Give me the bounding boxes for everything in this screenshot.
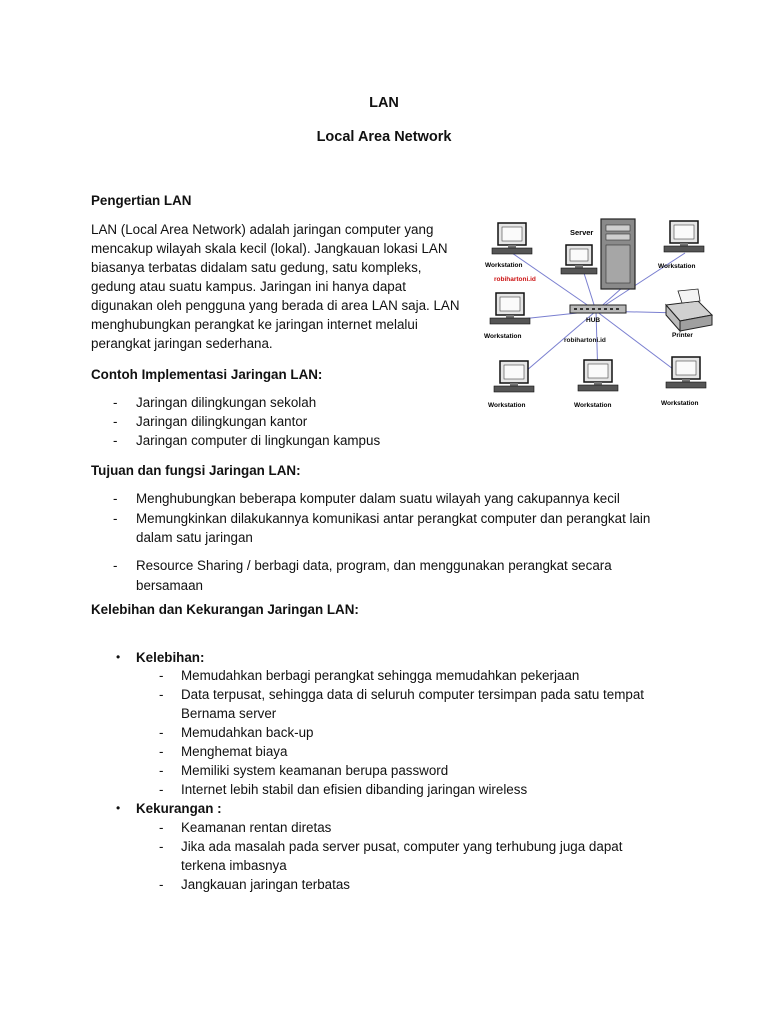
section-heading-kelebihan-kekurangan: Kelebihan dan Kekurangan Jaringan LAN: <box>91 602 359 617</box>
computer-icon <box>664 221 704 252</box>
list-item: Jaringan dilingkungan sekolah <box>136 395 317 410</box>
bullet-marker: • <box>116 650 121 664</box>
server-label: Server <box>570 228 594 237</box>
list-item: Memiliki system keamanan berupa password <box>181 763 449 778</box>
section-heading-tujuan: Tujuan dan fungsi Jaringan LAN: <box>91 463 301 478</box>
list-marker: - <box>159 687 164 702</box>
server-icon <box>601 219 635 289</box>
list-marker: - <box>113 395 118 410</box>
kekurangan-label: Kekurangan : <box>136 801 222 816</box>
computer-icon <box>666 357 706 388</box>
workstation-label: Workstation <box>484 333 522 340</box>
paragraph-line: perangkat jaringan sederhana. <box>91 336 273 351</box>
watermark-text: robihartoni.id <box>494 276 536 283</box>
list-marker: - <box>159 839 164 854</box>
list-item-continuation: terkena imbasnya <box>181 858 287 873</box>
list-marker: - <box>159 763 164 778</box>
hub-label: HUB <box>586 317 601 324</box>
printer-label: Printer <box>672 332 693 339</box>
list-marker: - <box>113 414 118 429</box>
list-item: Data terpusat, sehingga data di seluruh computer tersimpan pada satu tempat <box>181 687 644 702</box>
paragraph-line: mencakup wilayah skala kecil (lokal). Jangkauan lokasi LAN <box>91 241 448 256</box>
list-item-continuation: dalam satu jaringan <box>136 530 253 545</box>
workstation-label: Workstation <box>488 402 526 409</box>
computer-icon <box>578 360 618 391</box>
list-item: Memudahkan berbagi perangkat sehingga memudahkan pekerjaan <box>181 668 580 683</box>
paragraph-line: digunakan oleh pengguna yang berada di area LAN saja. LAN <box>91 298 460 313</box>
computer-icon <box>492 223 532 254</box>
list-marker: - <box>159 782 164 797</box>
list-marker: - <box>113 511 118 526</box>
list-item: Menghubungkan beberapa komputer dalam suatu wilayah yang cakupannya kecil <box>136 491 620 506</box>
list-marker: - <box>113 491 118 506</box>
list-marker: - <box>159 820 164 835</box>
list-item: Jaringan dilingkungan kantor <box>136 414 308 429</box>
paragraph-line: biasanya terbatas didalam satu gedung, satu kompleks, <box>91 260 422 275</box>
paragraph-line: menghubungkan perangkat ke jaringan internet melalui <box>91 317 418 332</box>
list-item: Jika ada masalah pada server pusat, computer yang terhubung juga dapat <box>181 839 623 854</box>
list-marker: - <box>113 558 118 573</box>
list-item: Internet lebih stabil dan efisien dibanding jaringan wireless <box>181 782 528 797</box>
workstation-label: Workstation <box>485 262 523 269</box>
bullet-marker: • <box>116 801 121 815</box>
lan-network-diagram <box>480 215 715 410</box>
printer-icon <box>666 289 712 331</box>
list-marker: - <box>159 725 164 740</box>
list-item-continuation: bersamaan <box>136 578 203 593</box>
workstation-label: Workstation <box>574 402 612 409</box>
computer-icon <box>561 245 597 274</box>
kelebihan-label: Kelebihan: <box>136 650 205 665</box>
list-marker: - <box>159 668 164 683</box>
list-item: Memudahkan back-up <box>181 725 314 740</box>
list-item-continuation: Bernama server <box>181 706 277 721</box>
list-marker: - <box>159 877 164 892</box>
list-item: Jangkauan jaringan terbatas <box>181 877 350 892</box>
hub-icon <box>570 305 626 313</box>
list-marker: - <box>159 744 164 759</box>
section-heading-pengertian: Pengertian LAN <box>91 193 192 208</box>
list-item: Resource Sharing / berbagi data, program, dan menggunakan perangkat secara <box>136 558 612 573</box>
watermark-text: robihartoni.id <box>564 337 606 344</box>
paragraph-line: LAN (Local Area Network) adalah jaringan computer yang <box>91 222 434 237</box>
list-marker: - <box>113 433 118 448</box>
paragraph-line: gedung atau suatu kampus. Jaringan ini hanya dapat <box>91 279 406 294</box>
list-item: Jaringan computer di lingkungan kampus <box>136 433 381 448</box>
list-item: Menghemat biaya <box>181 744 288 759</box>
computer-icon <box>494 361 534 392</box>
section-heading-contoh: Contoh Implementasi Jaringan LAN: <box>91 367 323 382</box>
computer-icon <box>490 293 530 324</box>
page-subtitle: Local Area Network <box>316 129 452 145</box>
list-item: Keamanan rentan diretas <box>181 820 332 835</box>
workstation-label: Workstation <box>661 400 699 407</box>
workstation-label: Workstation <box>658 263 696 270</box>
list-item: Memungkinkan dilakukannya komunikasi antar perangkat computer dan perangkat lain <box>136 511 651 526</box>
page-title: LAN <box>369 95 399 111</box>
